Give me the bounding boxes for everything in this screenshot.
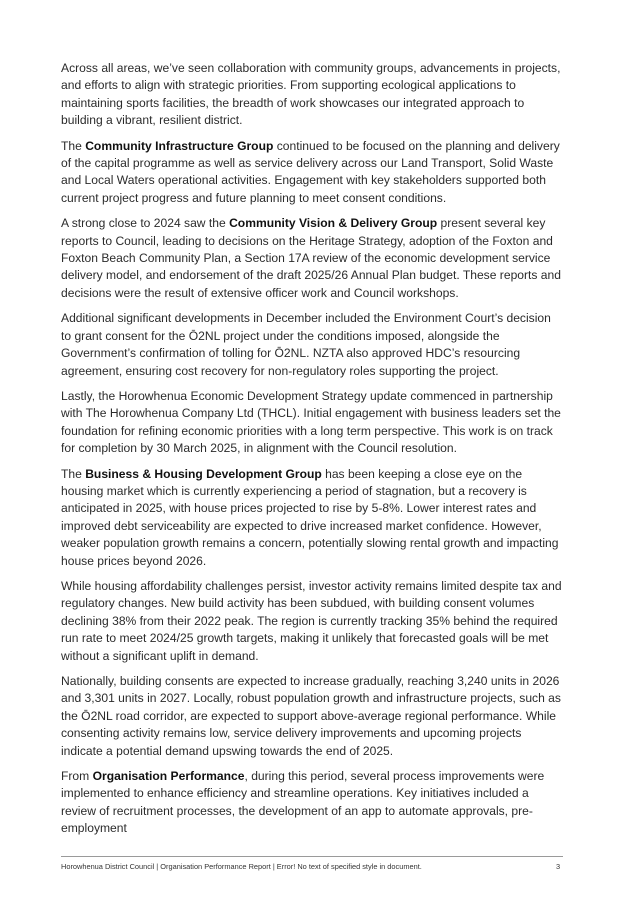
group-name-community-infrastructure: Community Infrastructure Group [85,138,274,153]
footer-text: Horowhenua District Council | Organisation Performance Report | Error! No text of specified style in document. [61,862,422,871]
paragraph-housing-affordability: While housing affordability challenges persist, investor activity remains limited despite tax and regulatory changes. New build activity has been subdued, with building consent volumes declining 38% from their 2022 peak. The region is currently tracking 35% behind the required run rate to meet 2024/25 growth targets, making it unlikely that forecasted goals will be met without a significant uplift in demand. [61,578,562,663]
page-number: 3 [556,862,561,871]
paragraph-intro: Across all areas, we’ve seen collaboration with community groups, advancements in projects, and efforts to align with strategic priorities. From supporting ecological applications to maintaining sports facilities, the breadth of work showcases our integrated approach to building a vibrant, resilient district. [61,61,561,128]
paragraph-organisation-performance: From Organisation Performance, during this period, several process improvements were implemented to enhance efficiency and streamline operations. Key initiatives included a review of recruitment processes, the development of an app to automate approvals, pre-employment [61,769,545,836]
document-body [61,60,564,846]
paragraph-building-consents: Nationally, building consents are expected to increase gradually, reaching 3,240 units in 2026 and 3,301 units in 2027. Locally, robust population growth and infrastructure projects, such as the Ō2NL road corridor, are expected to support above-average regional performance. While consenting activity remains low, service delivery improvements and upcoming projects indicate a potential demand upswing towards the end of 2025. [61,674,561,758]
paragraph-economic-strategy: Lastly, the Horowhenua Economic Development Strategy update commenced in partnership with The Horowhenua Company Ltd (THCL). Initial engagement with business leaders set the foundation for refining economic priorities with a long term perspective. This work is on track for completion by 30 March 2025, in alignment with the Council resolution. [61,388,561,456]
group-name-business-housing: Business & Housing Development Group [85,466,322,481]
paragraph-business-housing: The Business & Housing Development Group has been keeping a close eye on the housing market which is currently experiencing a period of stagnation, but a recovery is anticipated in 2025, with house prices projected to rise by 5-8%. Lower interest rates and improved debt serviceability are expected to drive increased market confidence. However, weaker population growth remains a concern, potentially slowing rental growth and impacting house prices beyond 2026. [61,466,559,568]
paragraph-community-infrastructure: The Community Infrastructure Group continued to be focused on the planning and delivery of the capital programme as well as service delivery across our Land Transport, Solid Waste and Local Waters operational activities. Engagement with key stakeholders supported both current project progress and future planning to meet consent conditions. [61,138,560,205]
group-name-organisation-performance: Organisation Performance [92,769,245,784]
group-name-community-vision: Community Vision & Delivery Group [229,216,438,231]
footer-divider [61,856,563,857]
paragraph-o2nl-developments: Additional significant developments in December included the Environment Court’s decision to grant consent for the Ō2NL project under the conditions imposed, alongside the Government’s confirmation of tolling for Ō2NL. NZTA also approved HDC’s resourcing agreement, ensuring cost recovery for non-regulatory roles supporting the project. [61,311,551,378]
paragraph-community-vision: A strong close to 2024 saw the Community Vision & Delivery Group present several key reports to Council, leading to decisions on the Heritage Strategy, adoption of the Foxton and Foxton Beach Community Plan, a Section 17A review of the economic development service delivery model, and endorsement of the draft 2025/26 Annual Plan budget. These reports and decisions were the result of extensive officer work and Council workshops. [61,216,561,300]
